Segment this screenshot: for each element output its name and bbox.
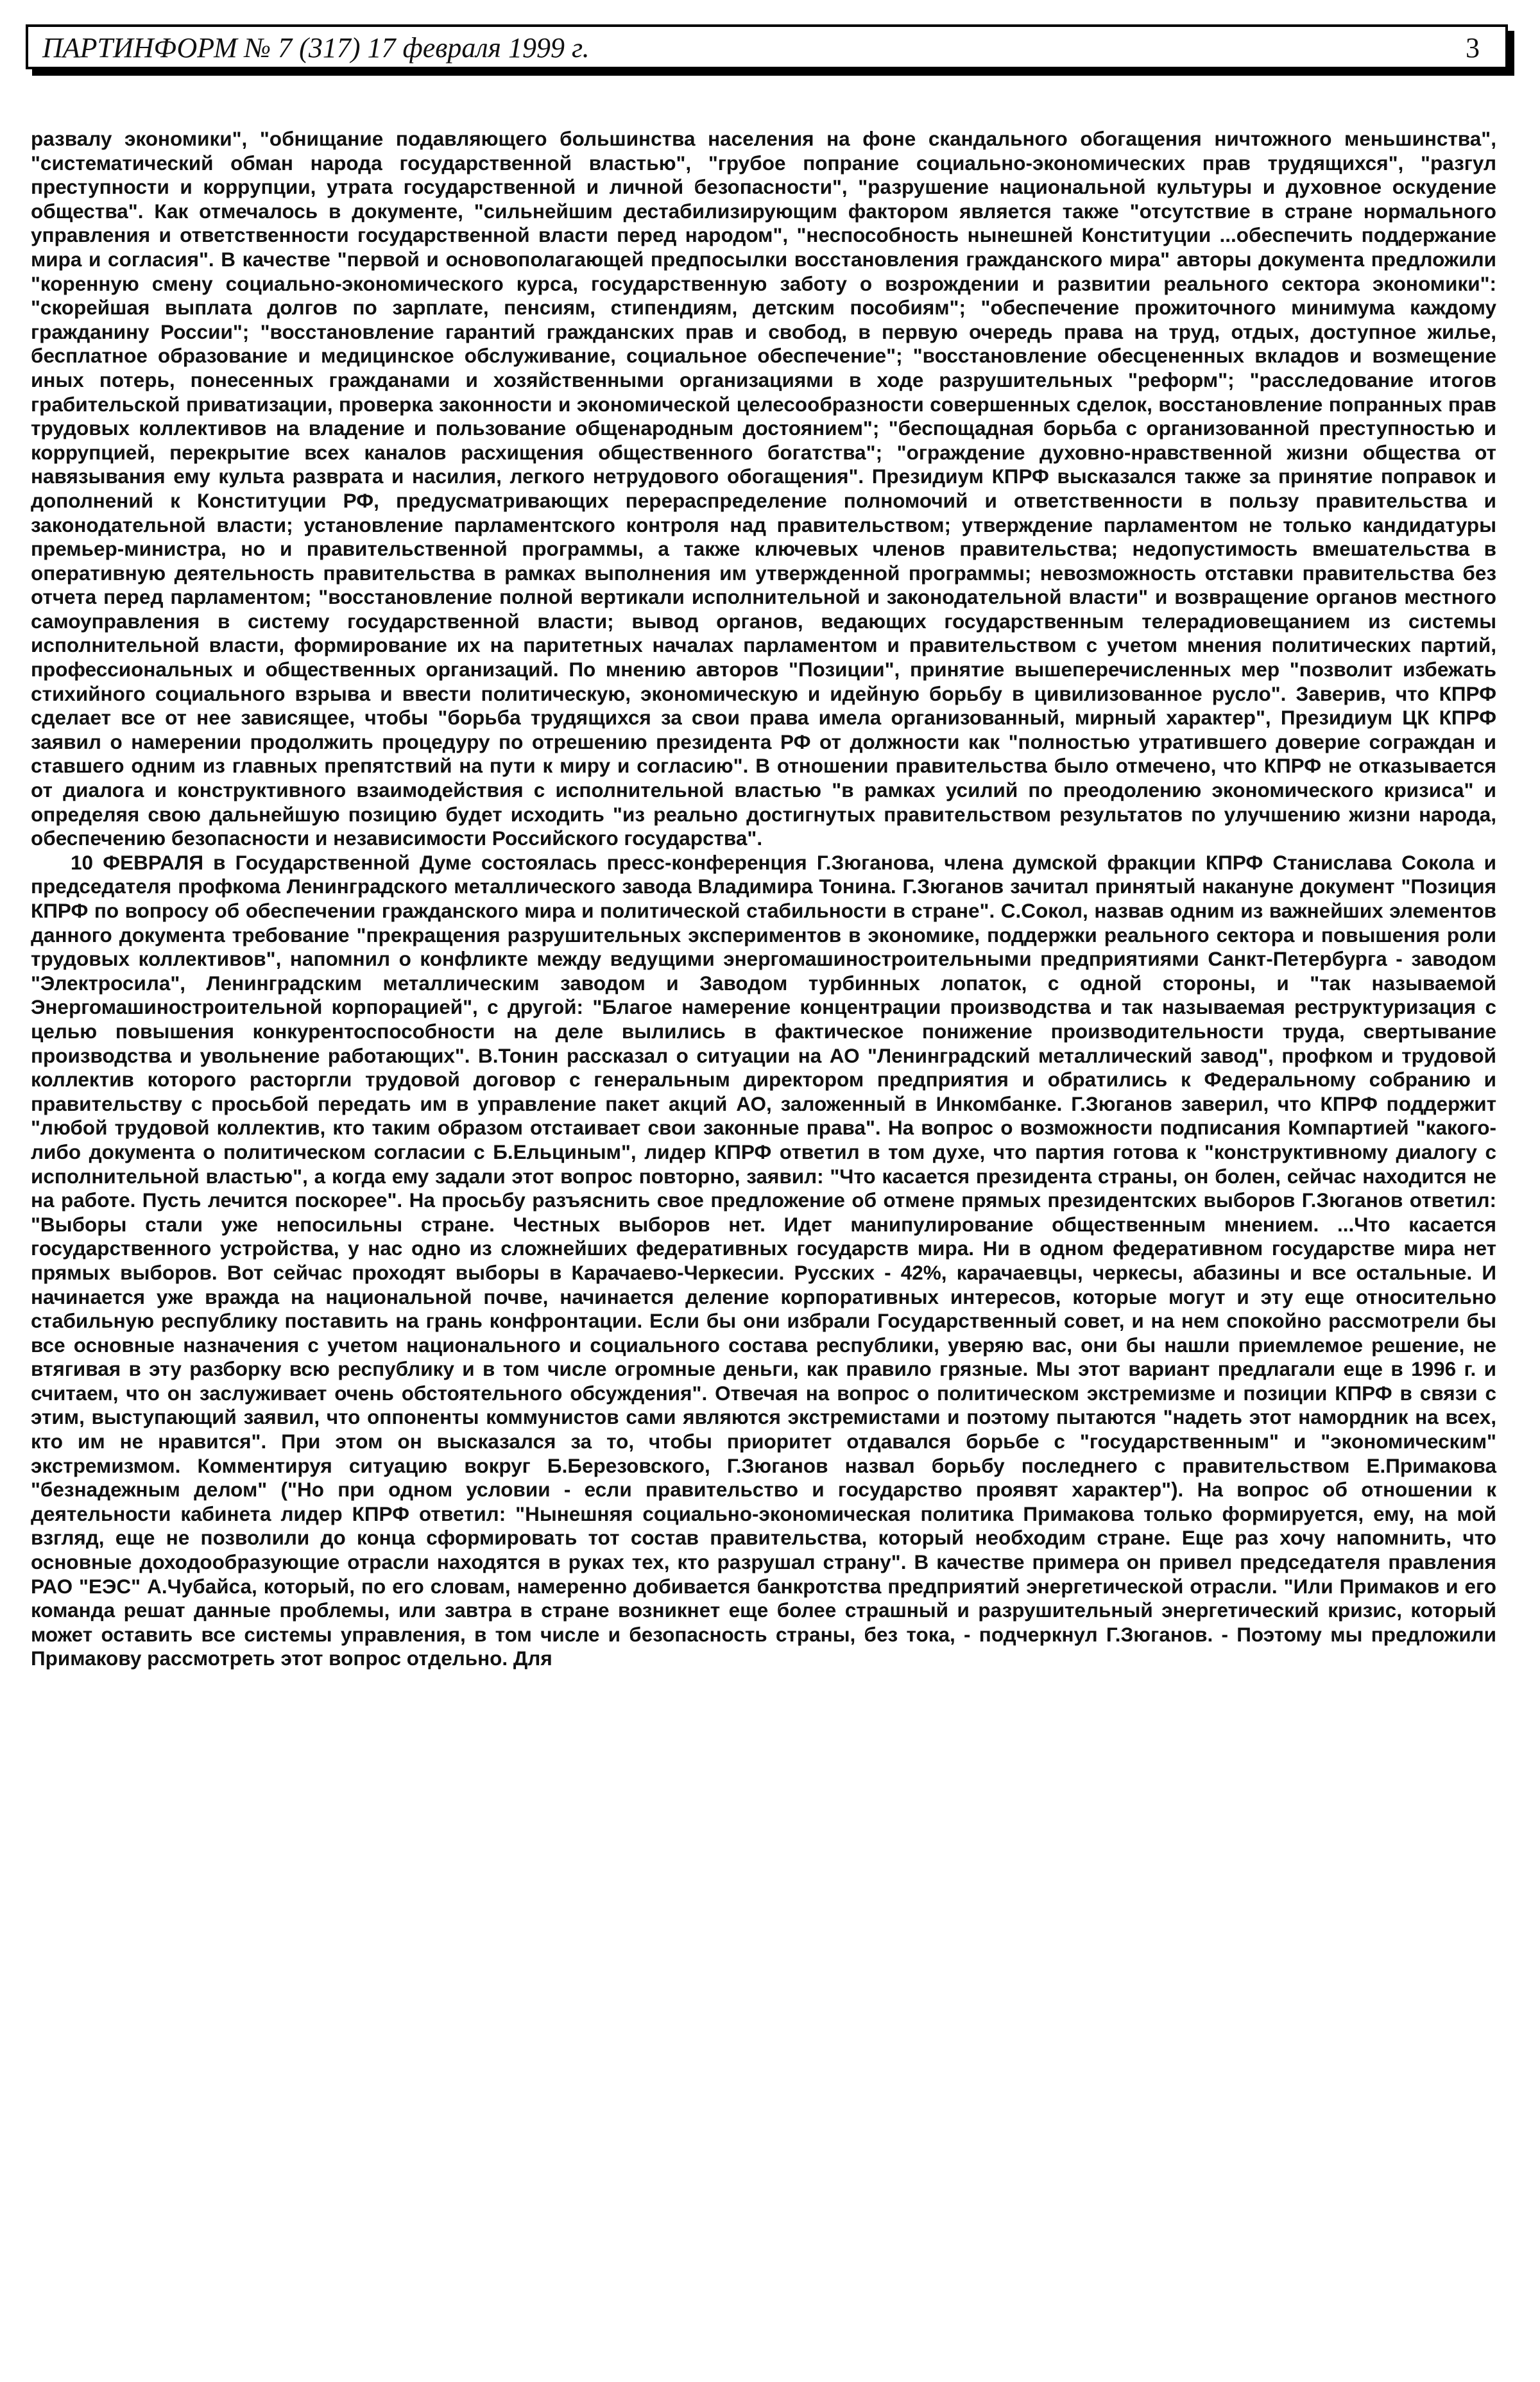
article-paragraph-2: 10 ФЕВРАЛЯ в Государственной Думе состоялась пресс-конференция Г.Зюганова, члена думской фракции КПРФ Станислава Сокола и председателя профкома Ленинградского металлического завода Владимира Тонина. Г.Зюганов зачитал принятый накануне документ "Позиция КПРФ по вопросу об обеспечении гражданского мира и политической стабильности в стране". С.Сокол, назвав одним из важнейших элементов данного документа требование "прекращения разрушительных экспериментов в экономике, поддержки реального сектора и повышения роли трудовых коллективов", напомнил о конфликте между ведущими энергомашиностроительными предприятиями Санкт-Петербурга - заводом "Электросила", Ленинградским металлическим заводом и Заводом турбинных лопаток, с одной стороны, и "так называемой Энергомашиностроительной корпорацией", с другой: "Благое намерение концентрации производства и так называемая реструктуризация с целью повышения конкурентоспособности на деле вылились в фактическое понижение производительности труда, свертывание производства и увольнение работающих". В.Тонин рассказал о ситуации на АО "Ленинградский металлический завод", профком и трудовой коллектив которого расторгли трудовой договор с генеральным директором предприятия и обратились к Федеральному собранию и правительству с просьбой передать им в управление пакет акций АО, заложенный в Инкомбанке. Г.Зюганов заверил, что КПРФ поддержит "любой трудовой коллектив, кто таким образом отстаивает свои законные права". На вопрос о возможности подписания Компартией "какого-либо документа о политическом согласии с Б.Ельциным", лидер КПРФ ответил в том духе, что партия готова к "конструктивному диалогу с исполнительной властью", а когда ему задали этот вопрос повторно, заявил: "Что касается президента страны, он болен, сейчас находится не на работе. Пусть лечится поскорее". На просьбу разъяснить свое предложение об отмене прямых президентских выборов Г.Зюганов ответил: "Выборы стали уже непосильны стране. Честных выборов нет. Идет манипулирование общественным мнением. ...Что касается государственного устройства, у нас одно из сложнейших федеративных государств мира. Ни в одном федеративном государстве мира нет прямых выборов. Вот сейчас проходят выборы в Карачаево-Черкесии. Русских - 42%, карачаевцы, черкесы, абазины и все остальные. И начинается уже вражда на национальной почве, начинается деление корпоративных интересов, которые могут и эту еще относительно стабильную республику поставить на грань конфронтации. Если бы они избрали Государственный совет, и на нем спокойно рассмотрели бы все основные назначения с учетом национального и социального состава республики, уверяю вас, они бы нашли приемлемое решение, не втягивая в эту разборку всю республику и в том числе огромные деньги, как правило грязные. Мы этот вариант предлагали еще в 1996 г. и считаем, что он заслуживает очень обстоятельного обсуждения". Отвечая на вопрос о политическом экстремизме и позиции КПРФ в связи с этим, выступающий заявил, что оппоненты коммунистов сами являются экстремистами и поэтому пытаются "надеть этот намордник на всех, кто им не нравится". При этом он высказался за то, чтобы приоритет отдавался борьбе с "государственным" и "экономическим" экстремизмом. Комментируя ситуацию вокруг Б.Березовского, Г.Зюганов назвал борьбу последнего с правительством Е.Примакова "безнадежным делом" ("Но при одном условии - если правительство и государство проявят характер"). На вопрос об отношении к деятельности кабинета лидер КПРФ ответил: "Нынешняя социально-экономическая политика Примакова только формируется, ему, на мой взгляд, еще не позволили до конца сформировать тот состав правительства, который необходим стране. Еще раз хочу напомнить, что основные доходообразующие отрасли находятся в руках тех, кто разрушал страну". В качестве примера он привел председателя правления РАО "ЕЭС" А.Чубайса, который, по его словам, намеренно добивается банкротства предприятий энергетической отрасли. "Или Примаков и его команда решат данные проблемы, или завтра в стране возникнет еще более страшный и разрушительный энергетический кризис, который может оставить все системы управления, в том числе и безопасность страны, без тока, - подчеркнул Г.Зюганов. - Поэтому мы предложили Примакову рассмотреть этот вопрос отдельно. Для xyxy=(31,850,1496,1670)
masthead xyxy=(26,24,1508,69)
page-number: 3 xyxy=(1466,32,1480,64)
article-body xyxy=(31,127,1496,1671)
publication-title: ПАРТИНФОРМ № 7 (317) 17 февраля 1999 г. xyxy=(42,32,590,64)
article-paragraph-1: развалу экономики", "обнищание подавляющего большинства населения на фоне скандального обогащения ничтожного меньшинства", "систематический обман народа государственной властью", "грубое попрание социально-экономических прав трудящихся", "разгул преступности и коррупции, утрата государственной и личной безопасности", "разрушение национальной культуры и духовное оскудение общества". Как отмечалось в документе, "сильнейшим дестабилизирующим фактором является также "отсутствие в стране нормального управления и ответственности государственной власти перед народом", "неспособность нынешней Конституции ...обеспечить поддержание мира и согласия". В качестве "первой и основополагающей предпосылки восстановления гражданского мира" авторы документа предложили "коренную смену социально-экономического курса, государственную заботу о возрождении и развитии реального сектора экономики": "скорейшая выплата долгов по зарплате, пенсиям, стипендиям, детским пособиям"; "обеспечение прожиточного минимума каждому гражданину России"; "восстановление гарантий гражданских прав и свобод, в первую очередь права на труд, отдых, доступное жилье, бесплатное образование и медицинское обслуживание, социальное обеспечение"; "восстановление обесцененных вкладов и возмещение иных потерь, понесенных гражданами и хозяйственными организациями в ходе разрушительных "реформ"; "расследование итогов грабительской приватизации, проверка законности и экономической целесообразности совершенных сделок, восстановление попранных прав трудовых коллективов на владение и пользование общенародным достоянием"; "беспощадная борьба с организованной преступностью и коррупцией, перекрытие всех каналов расхищения общественного богатства"; "ограждение духовно-нравственной жизни общества от навязывания ему культа разврата и насилия, легкого нетрудового обогащения". Президиум КПРФ высказался также за принятие поправок и дополнений к Конституции РФ, предусматривающих перераспределение полномочий и ответственности в пользу правительства и законодательной власти; установление парламентского контроля над правительством; утверждение парламентом не только кандидатуры премьер-министра, но и правительственной программы, а также ключевых членов правительства; недопустимость вмешательства в оперативную деятельность правительства в рамках выполнения им утвержденной программы; невозможность отставки правительства без отчета перед парламентом; "восстановление полной вертикали исполнительной и законодательной власти" и возвращение органов местного самоуправления в систему государственной власти; вывод органов, ведающих государственным телерадиовещанием из системы исполнительной власти, формирование их на паритетных началах парламентом и правительством с учетом мнения политических партий, профессиональных и общественных организаций. По мнению авторов "Позиции", принятие вышеперечисленных мер "позволит избежать стихийного социального взрыва и ввести политическую, экономическую и идейную борьбу в цивилизованное русло". Заверив, что КПРФ сделает все от нее зависящее, чтобы "борьба трудящихся за свои права имела организованный, мирный характер", Президиум ЦК КПРФ заявил о намерении продолжить процедуру по отрешению президента РФ от должности как "полностью утратившего доверие сограждан и ставшего одним из главных препятствий на пути к миру и согласию". В отношении правительства было отмечено, что КПРФ не отказывается от диалога и конструктивного взаимодействия с исполнительной властью "в рамках усилий по преодолению экономического кризиса" и определяя свою дальнейшую позицию будет исходить "из реально достигнутых правительством результатов по улучшению жизни народа, обеспечению безопасности и независимости Российского государства". xyxy=(31,127,1496,850)
